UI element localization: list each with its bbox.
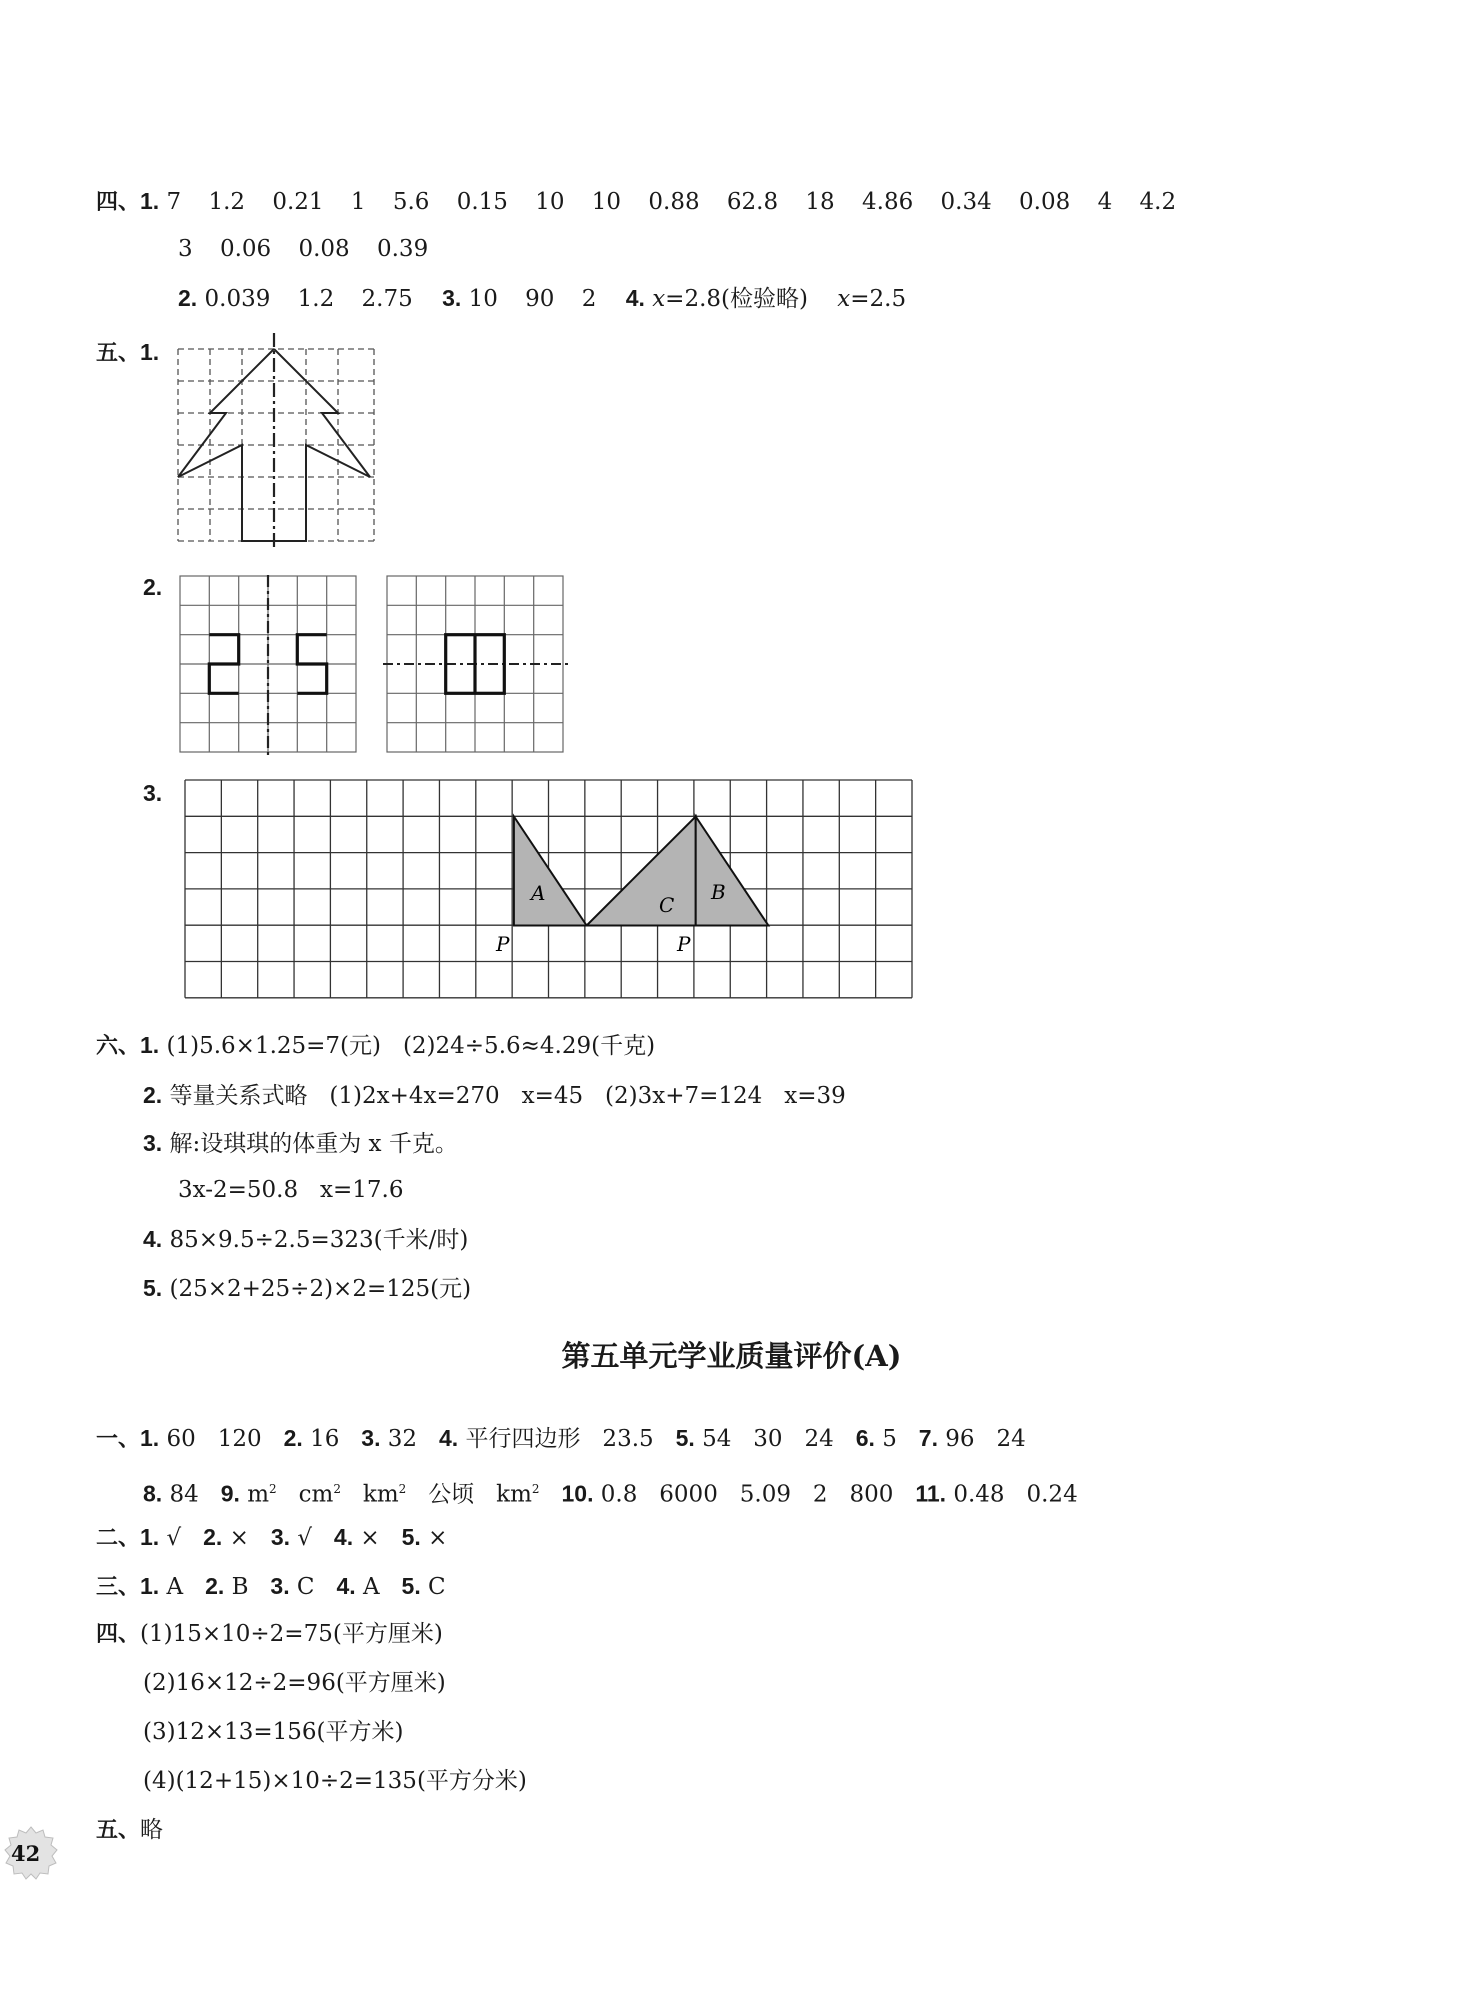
answer-text: 5 xyxy=(882,1426,897,1452)
answer-values: 10 90 2 xyxy=(468,286,597,312)
answer-mark: × xyxy=(229,1525,249,1551)
item-number: 5. xyxy=(401,1573,421,1599)
item-number: 7. xyxy=(918,1425,938,1451)
item-number: 3. xyxy=(270,1573,290,1599)
item-number: 1. xyxy=(140,1573,160,1599)
label-a: A xyxy=(531,881,546,905)
answer-text: 96 24 xyxy=(945,1426,1026,1452)
triangle-a xyxy=(514,817,587,926)
triangle-b xyxy=(696,817,769,926)
superscript: 2 xyxy=(333,1482,341,1496)
answer-choice: A xyxy=(362,1574,380,1600)
section-label: 四、 xyxy=(96,1622,141,1647)
answer-text: 0.8 6000 5.09 2 800 xyxy=(600,1481,894,1508)
item-number: 8. xyxy=(143,1480,163,1507)
answer-text: 略 xyxy=(140,1817,164,1843)
superscript: 2 xyxy=(269,1482,277,1496)
page-number-badge xyxy=(3,1825,59,1881)
item-number: 2. xyxy=(143,574,163,600)
answer-text: 平行四边形 23.5 xyxy=(465,1426,654,1452)
triangle-transform-grid xyxy=(183,779,917,1005)
variable: x xyxy=(652,286,666,312)
part5-q3-label xyxy=(143,778,162,809)
label-p-right: P xyxy=(677,932,691,956)
answer-text: 84 xyxy=(169,1481,199,1508)
answer-text: 32 xyxy=(387,1426,418,1452)
answer-choice: A xyxy=(166,1574,184,1600)
unit5-part1-line1 xyxy=(96,1423,1026,1455)
item-number: 4. xyxy=(336,1573,356,1599)
answer-values: 7 1.2 0.21 1 5.6 0.15 10 10 0.88 62.8 18 4.86 0.34 0.08 4 4.2 xyxy=(166,189,1177,215)
mirror-rectangle-grid xyxy=(383,575,569,757)
item-number: 1. xyxy=(140,339,160,365)
part5-q1-label xyxy=(96,337,159,369)
item-number: 3. xyxy=(361,1425,381,1451)
item-number: 5. xyxy=(675,1425,695,1451)
answer-mark: × xyxy=(360,1525,380,1551)
answer-text: 54 30 24 xyxy=(702,1426,834,1452)
section-label: 六、 xyxy=(96,1034,141,1059)
item-number: 3. xyxy=(442,285,462,311)
superscript: 2 xyxy=(531,1482,540,1496)
label-p-left: P xyxy=(496,932,510,956)
item-number: 1. xyxy=(140,188,160,214)
item-number: 10. xyxy=(561,1480,594,1507)
symmetric-tree-figure xyxy=(176,333,376,548)
mirror-digits-grid xyxy=(179,575,359,757)
answer-choice: B xyxy=(231,1574,249,1600)
section-label: 一、 xyxy=(96,1427,141,1452)
part6-q3 xyxy=(143,1128,458,1159)
answer-text: 0.48 0.24 xyxy=(953,1481,1078,1508)
part4-line2 xyxy=(178,283,906,314)
item-number: 3. xyxy=(143,780,163,806)
item-number: 1. xyxy=(140,1425,160,1451)
item-number: 4. xyxy=(625,285,645,311)
section-label: 五、 xyxy=(96,341,141,366)
item-number: 6. xyxy=(855,1425,875,1451)
page-number: 42 xyxy=(11,1841,41,1866)
item-number: 1. xyxy=(140,1524,160,1550)
unit-km: km xyxy=(496,1481,532,1508)
unit-km: km xyxy=(362,1481,399,1508)
item-number: 11. xyxy=(915,1480,947,1507)
part6-q5 xyxy=(143,1273,471,1304)
equation-answer: =2.8(检验略) xyxy=(665,286,808,312)
label-c: C xyxy=(659,893,675,917)
answer-text: 解:设琪琪的体重为 x 千克。 xyxy=(169,1131,458,1157)
item-number: 4. xyxy=(333,1524,354,1550)
item-number: 2. xyxy=(143,1082,163,1108)
item-number: 2. xyxy=(205,1573,225,1599)
unit5-part4-line1 xyxy=(96,1619,443,1650)
answer-text: (1)5.6×1.25=7(元) (2)24÷5.6≈4.29(千克) xyxy=(166,1033,656,1059)
unit5-part5 xyxy=(96,1815,163,1846)
unit-title: 第五单元学业质量评价(A) xyxy=(561,1339,902,1373)
section-label: 五、 xyxy=(96,1818,141,1843)
answer-text: (1)15×10÷2=75(平方厘米) xyxy=(140,1621,443,1647)
item-number: 9. xyxy=(220,1480,240,1507)
item-number: 4. xyxy=(143,1226,163,1252)
item-number: 3. xyxy=(143,1130,163,1156)
unit-ha: 公顷 xyxy=(428,1481,475,1508)
answer-text: 85×9.5÷2.5=323(千米/时) xyxy=(169,1227,469,1253)
unit5-part3 xyxy=(96,1571,446,1603)
section-label: 四、 xyxy=(96,190,141,215)
part6-q4 xyxy=(143,1224,468,1255)
part6-q3-cont: 3x-2=50.8 x=17.6 xyxy=(178,1177,404,1203)
item-number: 2. xyxy=(178,285,198,311)
answer-choice: C xyxy=(296,1574,315,1600)
item-number: 1. xyxy=(140,1032,160,1058)
unit5-part1-line2 xyxy=(143,1474,1078,1510)
answer-choice: C xyxy=(428,1574,446,1600)
label-b: B xyxy=(711,880,726,904)
part4-line1 xyxy=(96,186,1176,218)
answer-mark: √ xyxy=(297,1525,312,1551)
unit5-part2 xyxy=(96,1522,447,1554)
unit-cm: cm xyxy=(298,1481,334,1508)
variable: x xyxy=(837,286,851,312)
answer-text: 等量关系式略 (1)2x+4x=270 x=45 (2)3x+7=124 x=39 xyxy=(169,1083,846,1109)
answer-text: 60 120 xyxy=(166,1426,262,1452)
unit-m: m xyxy=(247,1481,270,1508)
part6-q1 xyxy=(96,1030,655,1062)
part4-line1-cont: 3 0.06 0.08 0.39 xyxy=(178,236,429,262)
unit5-part4-line4: (4)(12+15)×10÷2=135(平方分米) xyxy=(143,1768,527,1794)
item-number: 5. xyxy=(143,1275,163,1301)
item-number: 2. xyxy=(283,1425,303,1451)
item-number: 2. xyxy=(203,1524,223,1550)
answer-text: 16 xyxy=(310,1426,340,1452)
item-number: 5. xyxy=(401,1524,421,1550)
item-number: 4. xyxy=(439,1425,459,1451)
part5-q2-label xyxy=(143,572,162,603)
item-number: 3. xyxy=(270,1524,291,1550)
answer-mark: √ xyxy=(166,1525,182,1551)
section-label: 三、 xyxy=(96,1575,141,1600)
answer-text: (25×2+25÷2)×2=125(元) xyxy=(169,1276,472,1302)
unit5-part4-line3: (3)12×13=156(平方米) xyxy=(143,1719,404,1745)
part6-q2 xyxy=(143,1080,846,1111)
answer-values: 0.039 1.2 2.75 xyxy=(204,286,413,312)
unit5-part4-line2: (2)16×12÷2=96(平方厘米) xyxy=(143,1670,446,1696)
superscript: 2 xyxy=(398,1482,407,1496)
answer-mark: × xyxy=(428,1525,448,1551)
section-label: 二、 xyxy=(96,1526,141,1551)
triangle-c xyxy=(587,817,696,926)
equation-answer: =2.5 xyxy=(850,286,907,312)
